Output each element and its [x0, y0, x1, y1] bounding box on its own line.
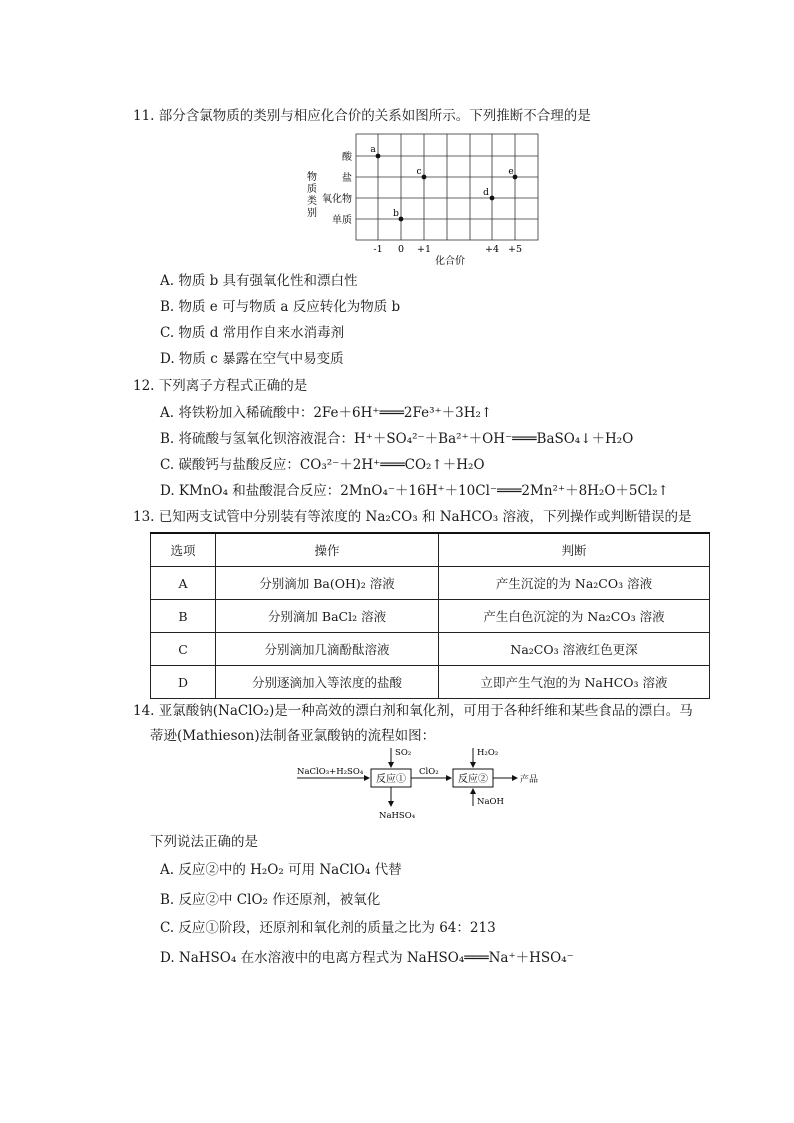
point-a	[376, 154, 381, 159]
q12-option-d: D. KMnO₄ 和盐酸混合反应：2MnO₄⁻＋16H⁺＋10Cl⁻═══2Mn²⁺＋8H₂O＋5Cl₂↑	[160, 483, 669, 499]
header-operation: 操作	[216, 533, 439, 567]
q14-option-b: B. 反应②中 ClO₂ 作还原剂，被氧化	[160, 892, 381, 908]
q14-option-c: C. 反应①阶段，还原剂和氧化剂的质量之比为 64：213	[160, 920, 496, 936]
point-e-label: e	[508, 167, 514, 177]
category-label: 单质	[332, 215, 352, 226]
point-c-label: c	[416, 167, 422, 177]
q11-option-c: C. 物质 d 常用作自来水消毒剂	[160, 325, 345, 341]
cell-option: D	[151, 666, 216, 699]
q12-option-b: B. 将硫酸与氢氧化钡溶液混合：H⁺＋SO₄²⁻＋Ba²⁺＋OH⁻═══BaSO₄↓＋H₂O	[160, 431, 634, 447]
q14-prompt: 下列说法正确的是	[150, 834, 258, 850]
q14-flow-diagram	[295, 744, 555, 824]
table-header-row	[151, 533, 710, 567]
flow-box-2-label: 反应②	[458, 774, 488, 785]
cell-judgement: 产生沉淀的为 Na₂CO₃ 溶液	[439, 567, 710, 600]
y-axis-title-4: 别	[307, 208, 317, 219]
q14-option-a: A. 反应②中的 H₂O₂ 可用 NaClO₄ 代替	[160, 862, 402, 878]
x-tick-label: +4	[484, 244, 500, 255]
flow-box-1-label: 反应①	[376, 774, 406, 785]
y-axis-title-1: 物	[307, 172, 317, 183]
point-d	[490, 196, 495, 201]
q13-table	[150, 532, 710, 699]
point-b	[399, 217, 404, 222]
cell-judgement: Na₂CO₃ 溶液红色更深	[439, 633, 710, 666]
x-tick-label: +1	[416, 244, 432, 255]
chart-grid	[356, 134, 538, 240]
cell-operation: 分别滴加 BaCl₂ 溶液	[216, 600, 439, 633]
cell-judgement: 产生白色沉淀的为 Na₂CO₃ 溶液	[439, 600, 710, 633]
flow-clo2: ClO₂	[419, 767, 439, 777]
q11-option-d: D. 物质 c 暴露在空气中易变质	[160, 351, 344, 367]
header-judgement: 判断	[439, 533, 710, 567]
flow-product: 产品	[520, 775, 539, 785]
y-axis-title-3: 类	[307, 196, 317, 207]
cell-option: C	[151, 633, 216, 666]
cell-operation: 分别逐滴加入等浓度的盐酸	[216, 666, 439, 699]
y-axis-title-2: 质	[307, 184, 317, 195]
header-option: 选项	[151, 533, 216, 567]
point-c	[422, 175, 427, 180]
category-label: 盐	[342, 173, 352, 184]
q13-stem: 13. 已知两支试管中分别装有等浓度的 Na₂CO₃ 和 NaHCO₃ 溶液，下列操作或判断错误的是	[133, 509, 692, 525]
table-row	[151, 666, 710, 699]
cell-operation: 分别滴加几滴酚酞溶液	[216, 633, 439, 666]
q14-stem-line1: 14. 亚氯酸钠(NaClO₂)是一种高效的漂白剂和氧化剂，可用于各种纤维和某些食品的漂白。马	[133, 703, 693, 719]
category-label: 氧化物	[322, 194, 352, 205]
table-row	[151, 600, 710, 633]
flow-input: NaClO₃+H₂SO₄	[297, 767, 364, 777]
x-tick-label: +5	[507, 244, 523, 255]
q14-option-d: D. NaHSO₄ 在水溶液中的电离方程式为 NaHSO₄═══Na⁺＋HSO₄⁻	[160, 950, 574, 966]
q11-option-a: A. 物质 b 具有强氧化性和漂白性	[160, 273, 358, 289]
x-tick-label: -1	[373, 244, 383, 255]
q14-stem-line2: 蒂逊(Mathieson)法制备亚氯酸钠的流程如图：	[150, 728, 436, 744]
point-b-label: b	[393, 209, 399, 219]
point-a-label: a	[370, 145, 376, 155]
flow-naoh: NaOH	[477, 797, 504, 807]
category-label: 酸	[342, 152, 352, 163]
cell-option: B	[151, 600, 216, 633]
q12-stem: 12. 下列离子方程式正确的是	[133, 378, 308, 394]
cell-judgement: 立即产生气泡的为 NaHCO₃ 溶液	[439, 666, 710, 699]
flow-so2: SO₂	[395, 748, 412, 758]
x-tick-label: 0	[397, 244, 405, 255]
table-row	[151, 633, 710, 666]
cell-option: A	[151, 567, 216, 600]
q11-option-b: B. 物质 e 可与物质 a 反应转化为物质 b	[160, 299, 401, 315]
cell-operation: 分别滴加 Ba(OH)₂ 溶液	[216, 567, 439, 600]
q12-option-c: C. 碳酸钙与盐酸反应：CO₃²⁻＋2H⁺═══CO₂↑＋H₂O	[160, 457, 485, 473]
q12-option-a: A. 将铁粉加入稀硫酸中：2Fe＋6H⁺═══2Fe³⁺＋3H₂↑	[160, 405, 493, 421]
x-axis-title: 化合价	[435, 256, 465, 267]
flow-nahso4: NaHSO₄	[379, 811, 416, 821]
point-d-label: d	[483, 188, 489, 198]
flow-h2o2: H₂O₂	[477, 748, 499, 758]
q11-stem: 11. 部分含氯物质的类别与相应化合价的关系如图所示。下列推断不合理的是	[133, 108, 591, 124]
q11-chart	[300, 130, 540, 270]
table-row	[151, 567, 710, 600]
